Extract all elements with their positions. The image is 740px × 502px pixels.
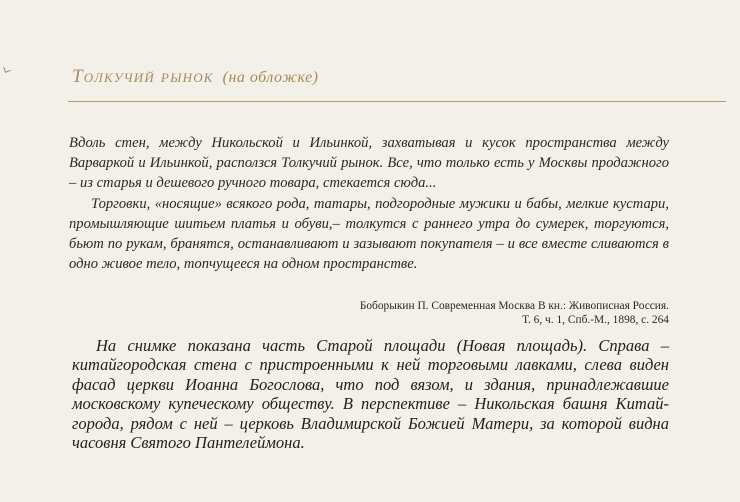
source-citation (300, 300, 669, 327)
source-line-2: Т. 6, ч. 1, Спб.-М., 1898, с. 264 (522, 313, 669, 326)
quote-paragraph-2: Торговки, «носящие» всякого рода, татары, подгородные мужики и бабы, мелкие кустари, промышляющие шитьем платья и обуви,– толкутся с раннего утра до сумерек, торгуются, бьют по рукам, бранятся, останавливают и зазывают покупателя – и все вместе сливаются в одно живое тело, топчущееся на одном пространстве. (69, 195, 669, 273)
header-divider (68, 101, 726, 102)
title-subtitle: (на обложке) (222, 69, 319, 86)
caption-text: На снимке показана часть Старой площади (Новая площадь). Справа – китайгородская стена с пристроенными к ней торговыми лавками, слева виден фасад церкви Иоанна Богослова, что под вязом, и здания, принадлежавшие московскому купеческому обществу. В перспективе – Никольская башня Китай-города, рядом с ней – церковь Владимирской Божией Матери, за которой видна часовня Святого Пантелеймона. (72, 336, 669, 453)
page-title (72, 66, 319, 88)
caption-block (72, 336, 669, 452)
title-main: Толкучий рынок (72, 66, 214, 87)
quote-paragraph-1: Вдоль стен, между Никольской и Ильинкой, захватывая и кусок пространства между Варваркой и Ильинкой, расползся Толкучий рынок. Все, что только есть у Москвы продажного – из старья и дешевого ручного товара, стекается сюда... (69, 135, 669, 192)
corner-mark (3, 65, 11, 73)
quote-block (69, 133, 669, 274)
source-line-1: Боборыкин П. Современная Москва В кн.: Живописная Россия. (359, 300, 669, 312)
